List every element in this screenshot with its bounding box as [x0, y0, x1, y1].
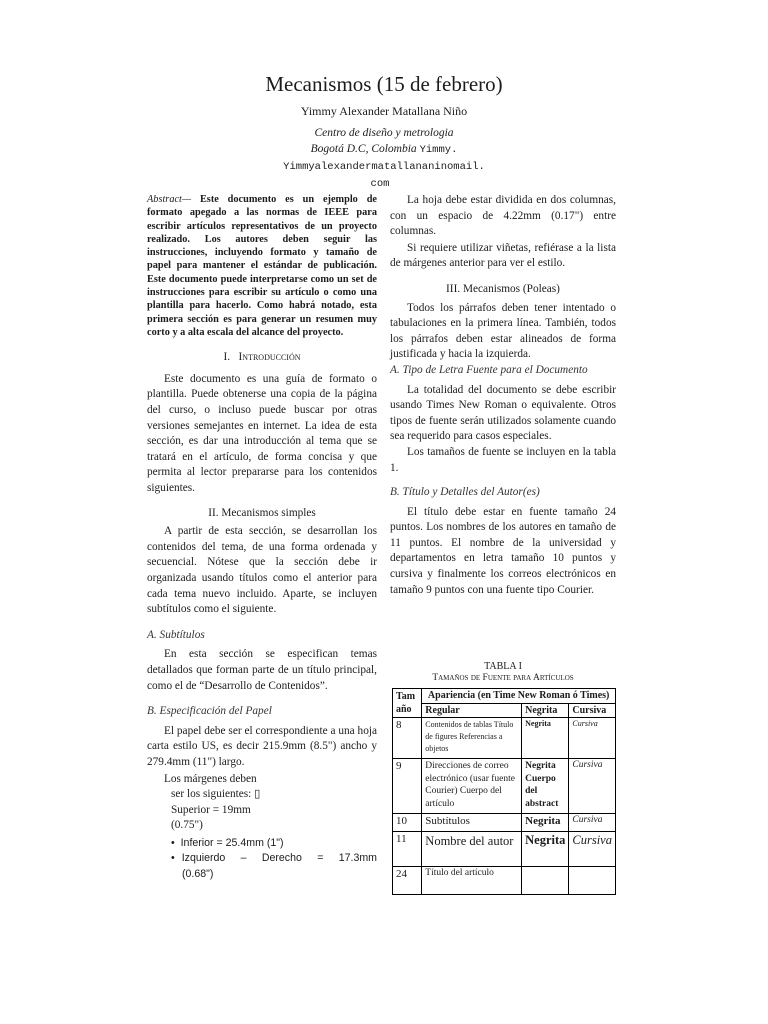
- cell-regular: Título del artículo: [422, 867, 522, 895]
- columns-paragraph: La hoja debe estar dividida en dos columnas, con un espacio de 4.22mm (0.17") entre columnas.: [390, 194, 616, 238]
- table-caption-title: Tamaños de Fuente para Artículos: [432, 673, 574, 683]
- email-part1: Yimmy.: [419, 144, 458, 156]
- subheading-tipo-letra: A. Tipo de Letra Fuente para el Documento: [390, 363, 588, 376]
- table-row: [393, 718, 616, 759]
- table-subheader-row: [393, 703, 616, 718]
- margins-intro-line2: ser los siguientes: ▯: [171, 788, 261, 801]
- affiliation-line2: Bogotá D.C, Colombia Yimmy.: [310, 143, 458, 156]
- cell-size: 9: [393, 759, 422, 814]
- cell-italic: Cursiva: [569, 759, 616, 814]
- tipo-letra-paragraph: La totalidad del documento se debe escribir usando Times New Roman o equivalente. Otros tipos de fuente serán utilizados solamente cuando sea requerido para casos especiales.: [390, 383, 616, 443]
- cell-bold: Negrita: [522, 814, 569, 832]
- table-row: [393, 832, 616, 867]
- section-heading-poleas: III. Mecanismos (Poleas): [446, 282, 560, 295]
- papel-paragraph: El papel debe ser el correspondiente a una hoja carta estilo US, es decir 215.9mm (8.5") ancho y 279.4mm (11") largo.: [147, 724, 377, 768]
- cell-size: 24: [393, 867, 422, 895]
- poleas-paragraph: Todos los párrafos deben tener intentado o tabulaciones en la primera línea. También, todos los párrafos deben estar alineados de forma justificada y hacia la izquierda.: [390, 301, 616, 361]
- cell-italic: Cursiva: [569, 814, 616, 832]
- left-column: [147, 193, 377, 883]
- table-header-appearance: Apariencia (en Time New Roman ó Times): [422, 689, 616, 704]
- paper-title: Mecanismos (15 de febrero): [265, 72, 503, 96]
- margin-superior-inches: (0.75"): [171, 819, 203, 832]
- cell-bold: Negrita: [522, 832, 569, 867]
- subtitulos-paragraph: En esta sección se especifican temas detallados que forman parte de un título principal, como el de “Desarrollo de Contenidos”.: [147, 648, 377, 692]
- table-header-italic: Cursiva: [569, 703, 616, 718]
- cell-bold: [522, 867, 569, 895]
- mecanismos-simples-paragraph: A partir de esta sección, se desarrollan los contenidos del tema, de una forma ordenada y secuencial. Nótese que la sección debe ir organizada usando títulos como el anterior para cada tema nuevo incluido. Aparte, se incluyen subtítulos como el siguiente.: [147, 525, 377, 616]
- tipo-letra-paragraph2: Los tamaños de fuente se incluyen en la tabla 1.: [390, 445, 616, 474]
- table-header-row: [393, 689, 616, 704]
- table-row: [393, 867, 616, 895]
- cell-bold: Negrita: [522, 718, 569, 759]
- email-part3: com: [370, 178, 390, 190]
- table-header-bold: Negrita: [522, 703, 569, 718]
- right-column: [390, 193, 616, 598]
- cell-size: 11: [393, 832, 422, 867]
- margin-izquierdo-inches: (0.68"): [182, 868, 214, 881]
- cell-regular: Contenidos de tablas Título de figures Referencias a objetos: [422, 718, 522, 759]
- author-name: Yimmy Alexander Matallana Niño: [300, 104, 468, 118]
- table-header-regular: Regular: [422, 703, 522, 718]
- margin-superior: Superior = 19mm: [171, 803, 251, 816]
- box-glyph: ▯: [254, 788, 261, 801]
- cell-regular: Nombre del autor: [422, 832, 522, 867]
- cell-italic: Cursiva: [569, 718, 616, 759]
- cell-regular: Subtítulos: [422, 814, 522, 832]
- cell-bold: Negrita Cuerpo del abstract: [522, 759, 569, 814]
- section-heading-mecanismos-simples: II. Mecanismos simples: [208, 506, 316, 519]
- abstract: [147, 193, 377, 339]
- bullet-icon: •: [171, 852, 175, 865]
- table-caption-number: TABLA I: [484, 661, 522, 672]
- cell-italic: [569, 867, 616, 895]
- bullet-icon: •: [171, 836, 175, 849]
- font-size-table: [392, 688, 616, 895]
- bullet-item-inferior: • Inferior = 25.4mm (1"): [171, 836, 284, 849]
- subheading-papel: B. Especificación del Papel: [147, 705, 272, 718]
- table-row: [393, 814, 616, 832]
- section-heading-introduction: I. Introducción: [223, 351, 301, 364]
- subheading-titulo-autor: B. Título y Detalles del Autor(es): [390, 486, 540, 499]
- subheading-subtitulos: A. Subtítulos: [147, 628, 205, 641]
- titulo-autor-paragraph: El título debe estar en fuente tamaño 24 puntos. Los nombres de los autores en tamaño de 11 puntos. El nombre de la universidad y departamentos en letra tamaño 10 puntos y cursiva y finalmente los correos electrónicos en tamaño 9 puntos con una fuente tipo Courier.: [390, 505, 616, 596]
- cell-size: 8: [393, 718, 422, 759]
- table-header-size: Tam año: [393, 689, 422, 718]
- cell-size: 10: [393, 814, 422, 832]
- bullets-paragraph: Si requiere utilizar viñetas, refiérase a la lista de márgenes anterior para ver el estilo.: [390, 241, 616, 270]
- abstract-text: Este documento es un ejemplo de formato apegado a las normas de IEEE para escribir artículos representativos de un proyecto realizado. Los autores deben seguir las instrucciones, incluyendo formato y tamaño de papel para mantener el estándar de publicación. Este documento puede interpretarse como un set de instrucciones para escribir su artículo o como una plantilla para hacerlo. Como habrá notado, esta primera sección es para generar un resumen muy corto y a alta escala del alcance del proyecto.: [147, 194, 377, 338]
- abstract-label: Abstract—: [147, 194, 192, 205]
- bullet-item-izquierdo: • Izquierdo – Derecho = 17.3mm: [147, 851, 377, 867]
- email-part2: Yimmyalexandermatallananinomail.: [283, 161, 485, 173]
- introduction-paragraph: Este documento es una guía de formato o plantilla. Puede obtenerse una copia de la página del curso, o incluso puede buscar por otras versiones semejantes en internet. La idea de esta sección, es dar una introducción al tema que se tratará en el artículo, de forma concisa y que permita al lector prepararse para los contenidos siguientes.: [147, 372, 377, 495]
- table-row: [393, 759, 616, 814]
- affiliation-line1: Centro de diseño y metrologia: [314, 127, 454, 139]
- margins-intro-line1: Los márgenes deben: [164, 772, 257, 785]
- cell-regular: Direcciones de correo electrónico (usar fuente Courier) Cuerpo del artículo: [422, 759, 522, 814]
- cell-italic: Cursiva: [569, 832, 616, 867]
